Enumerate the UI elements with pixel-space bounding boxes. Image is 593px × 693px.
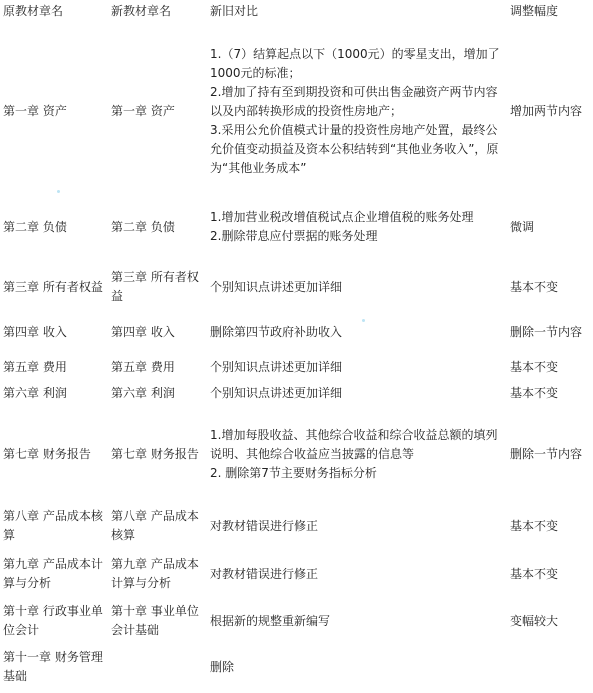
comparison-cell xyxy=(207,598,507,644)
adjustment-cell: 基本不变 xyxy=(510,279,559,294)
speck-mark xyxy=(362,319,365,322)
speck-mark xyxy=(57,190,60,193)
change-item: 3.采用公允价值模式计量的投资性房地产处置，最终公允价值变动损益及资本公积结转到“其他业务收入”，原为“其他业务成本” xyxy=(210,122,499,175)
comparison-cell xyxy=(207,354,507,380)
table-row xyxy=(0,190,593,264)
old-chapter-cell: 第六章 利润 xyxy=(3,385,67,400)
old-chapter-cell: 第三章 所有者权益 xyxy=(3,279,103,294)
adjustment-cell xyxy=(507,644,593,690)
adjustment-cell: 基本不变 xyxy=(510,566,559,581)
comparison-cell xyxy=(207,190,507,264)
change-item: 删除第四节政府补助收入 xyxy=(210,324,343,339)
table-row xyxy=(0,406,593,502)
column-header-comparison: 新旧对比 xyxy=(210,4,259,18)
adjustment-cell: 基本不变 xyxy=(510,359,559,374)
new-chapter-cell: 第十章 事业单位会计基础 xyxy=(111,604,199,637)
adjustment-cell: 微调 xyxy=(510,219,535,234)
new-chapter-cell: 第六章 利润 xyxy=(111,385,175,400)
old-chapter-cell: 第十一章 财务管理基础 xyxy=(3,650,103,683)
table-row xyxy=(0,644,593,690)
comparison-cell xyxy=(207,380,507,406)
change-item: 对教材错误进行修正 xyxy=(210,518,319,533)
adjustment-cell: 变幅较大 xyxy=(510,613,559,628)
table-row xyxy=(0,264,593,310)
change-item: 1.增加每股收益、其他综合收益和综合收益总额的填列说明、其他综合收益应当披露的信息等 xyxy=(210,427,498,461)
comparison-cell xyxy=(207,406,507,502)
table-row xyxy=(0,380,593,406)
table-row xyxy=(0,354,593,380)
change-item: 2.删除带息应付票据的账务处理 xyxy=(210,229,378,243)
change-item: 个别知识点讲述更加详细 xyxy=(210,279,343,294)
comparison-cell xyxy=(207,644,507,690)
old-chapter-cell: 第五章 费用 xyxy=(3,359,67,374)
change-item: 2.增加了持有至到期投资和可供出售金融资产两节内容以及内部转换形成的投资性房地产； xyxy=(210,84,498,118)
header-row xyxy=(0,0,593,32)
new-chapter-cell xyxy=(108,644,207,690)
change-item: 根据新的规整重新编写 xyxy=(210,613,331,628)
adjustment-cell: 删除一节内容 xyxy=(510,324,583,339)
old-chapter-cell: 第七章 财务报告 xyxy=(3,446,91,461)
new-chapter-cell: 第七章 财务报告 xyxy=(111,446,199,461)
change-item: 删除 xyxy=(210,659,235,674)
column-header-adjustment: 调整幅度 xyxy=(510,4,559,18)
new-chapter-cell: 第八章 产品成本核算 xyxy=(111,509,199,542)
change-item: 个别知识点讲述更加详细 xyxy=(210,385,343,400)
old-chapter-cell: 第八章 产品成本核算 xyxy=(3,509,103,542)
comparison-cell xyxy=(207,502,507,550)
old-chapter-cell: 第九章 产品成本计算与分析 xyxy=(3,557,103,590)
change-item: 个别知识点讲述更加详细 xyxy=(210,359,343,374)
old-chapter-cell: 第二章 负债 xyxy=(3,219,67,234)
comparison-cell xyxy=(207,32,507,190)
change-item: 2. 删除第7节主要财务指标分析 xyxy=(210,465,377,480)
table-row xyxy=(0,502,593,550)
column-header-new-chapter: 新教材章名 xyxy=(111,4,172,18)
change-item: 1.（7）结算起点以下（1000元）的零星支出，增加了1000元的标准； xyxy=(210,46,500,80)
new-chapter-cell: 第一章 资产 xyxy=(111,103,175,118)
adjustment-cell: 增加两节内容 xyxy=(510,103,583,118)
change-item: 1.增加营业税改增值税试点企业增值税的账务处理 xyxy=(210,210,474,224)
new-chapter-cell: 第九章 产品成本计算与分析 xyxy=(111,557,199,590)
old-chapter-cell: 第一章 资产 xyxy=(3,103,67,118)
comparison-cell xyxy=(207,264,507,310)
old-chapter-cell: 第四章 收入 xyxy=(3,324,67,339)
new-chapter-cell: 第三章 所有者权益 xyxy=(111,270,199,303)
adjustment-cell: 删除一节内容 xyxy=(510,446,583,461)
new-chapter-cell: 第五章 费用 xyxy=(111,359,175,374)
new-chapter-cell: 第二章 负债 xyxy=(111,219,175,234)
adjustment-cell: 基本不变 xyxy=(510,385,559,400)
adjustment-cell: 基本不变 xyxy=(510,518,559,533)
old-chapter-cell: 第十章 行政事业单位会计 xyxy=(3,604,103,637)
table-row xyxy=(0,310,593,354)
table-row xyxy=(0,598,593,644)
comparison-cell xyxy=(207,550,507,598)
column-header-old-chapter: 原教材章名 xyxy=(3,4,64,18)
table-row xyxy=(0,550,593,598)
change-item: 对教材错误进行修正 xyxy=(210,566,319,581)
table-row xyxy=(0,32,593,190)
new-chapter-cell: 第四章 收入 xyxy=(111,324,175,339)
comparison-cell xyxy=(207,310,507,354)
